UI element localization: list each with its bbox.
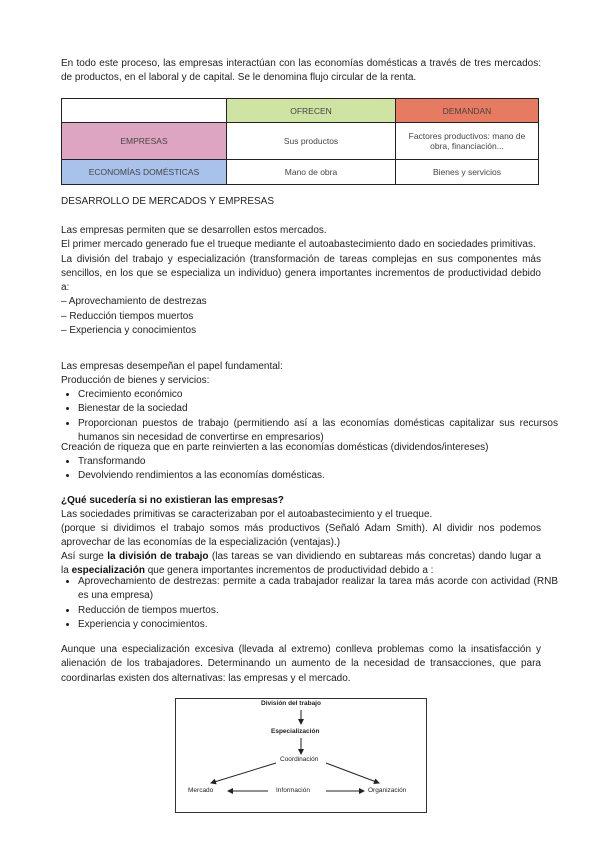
question-line: (porque si dividimos el trabajo somos más productivos (Señaló Adam Smith). Al dividir nos podemos aprovechar de las economías de la especialización (ventajas).) [61, 523, 541, 549]
table-cell: Mano de obra [227, 160, 396, 185]
diagram-node-division: División del trabajo [261, 700, 321, 707]
list-item: • Proporcionan puestos de trabajo (permitiendo así a las economías domésticas capitalizar sus recursos humanos sin necesidad de convertirse en empresarios) [78, 417, 558, 446]
specialization-diagram [175, 698, 427, 813]
diagram-node-coordinacion: Coordinación [280, 756, 319, 763]
specialization-bullets [61, 575, 558, 632]
diagram-node-informacion: Información [276, 787, 310, 794]
text-line: El primer mercado generado fue el trueque mediante el autoabastecimiento dado en sociedades primitivas. [61, 239, 536, 251]
text-line: Las empresas permiten que se desarrollen estos mercados. [61, 225, 327, 236]
question-title: ¿Qué sucedería si no existieran las empresas? [61, 495, 284, 506]
text-line: La división del trabajo y especialización (transformación de tareas complejas en sus componentes más sencillos, en los que se especializa un individuo) genera importantes incrementos de productividad debido a: [61, 253, 541, 294]
bold-division-de-trabajo: la división de trabajo [107, 551, 209, 562]
section-title: DESARROLLO DE MERCADOS Y EMPRESAS [61, 196, 275, 207]
wealth-bullets [61, 455, 558, 484]
list-item: • Aprovechamiento de destrezas: permite a cada trabajador realizar la tarea más acorde con actividad (RNB es una empresa) [78, 575, 558, 604]
table-header-ofrecen: OFRECEN [227, 99, 396, 123]
table-row-economias-label: ECONOMÍAS DOMÉSTICAS [62, 160, 227, 185]
production-lead: Producción de bienes y servicios: [61, 375, 210, 386]
closing-paragraph: Aunque una especialización excesiva (llevada al extremo) conlleva problemas como la insatisfacción y alienación de los trabajadores. Determinando un aumento de la necesidad de transacciones, que para coordinarlas existen dos alternativas: las empresas y el mercado. [61, 644, 541, 684]
diagram-node-organizacion: Organización [368, 787, 407, 794]
text-line: – Experiencia y conocimientos [61, 325, 197, 337]
question-heading [61, 494, 541, 508]
list-item: • Bienestar de la sociedad [78, 402, 558, 416]
table-header-demandan: DEMANDAN [396, 99, 539, 123]
offer-demand-table [61, 98, 539, 185]
diagram-node-mercado: Mercado [188, 787, 214, 794]
text-line: – Aprovechamiento de destrezas [61, 296, 207, 308]
wealth-lead: Creación de riqueza que en parte reinvierten a las economías domésticas (dividendos/intereses) [61, 442, 489, 453]
table-header-empty [62, 99, 227, 123]
arrow-to-organizacion [326, 763, 379, 783]
table-cell: Factores productivos: mano de obra, financiación... [396, 123, 539, 160]
diagram-node-especializacion: Especialización [271, 728, 320, 735]
intro-paragraph: En todo este proceso, las empresas interactúan con las economías domésticas a través de tres mercados: de productos, en el laboral y de capital. Se le denomina flujo circular de la renta. [61, 58, 541, 84]
role-lead: Las empresas desempeñan el papel fundamental: [61, 361, 283, 372]
list-item: • Reducción de tiempos muertos. [78, 604, 558, 618]
table-cell: Bienes y servicios [396, 160, 539, 185]
arrow-to-mercado [211, 763, 276, 783]
table-cell: Sus productos [227, 123, 396, 160]
question-line: Las sociedades primitivas se caracterizaban por el autoabastecimiento y el trueque. [61, 509, 433, 520]
list-item: • Devolviendo rendimientos a las economías domésticas. [78, 469, 558, 483]
list-item: • Crecimiento económico [78, 388, 558, 402]
development-paragraph [61, 224, 541, 338]
bold-especializacion: especialización [71, 565, 145, 577]
list-item: • Transformando [78, 455, 558, 469]
text-run: (las tareas se van dividiendo en subtareas más concretas) dando lugar a la [61, 551, 541, 577]
production-bullets [61, 388, 558, 445]
list-item: • Experiencia y conocimientos. [78, 618, 558, 632]
text-run: que genera importantes incrementos de productividad debido a : [144, 565, 434, 577]
text-line: – Reducción tiempos muertos [61, 310, 194, 322]
text-run: Así surge [61, 551, 108, 562]
table-row-empresas-label: EMPRESAS [62, 123, 227, 160]
